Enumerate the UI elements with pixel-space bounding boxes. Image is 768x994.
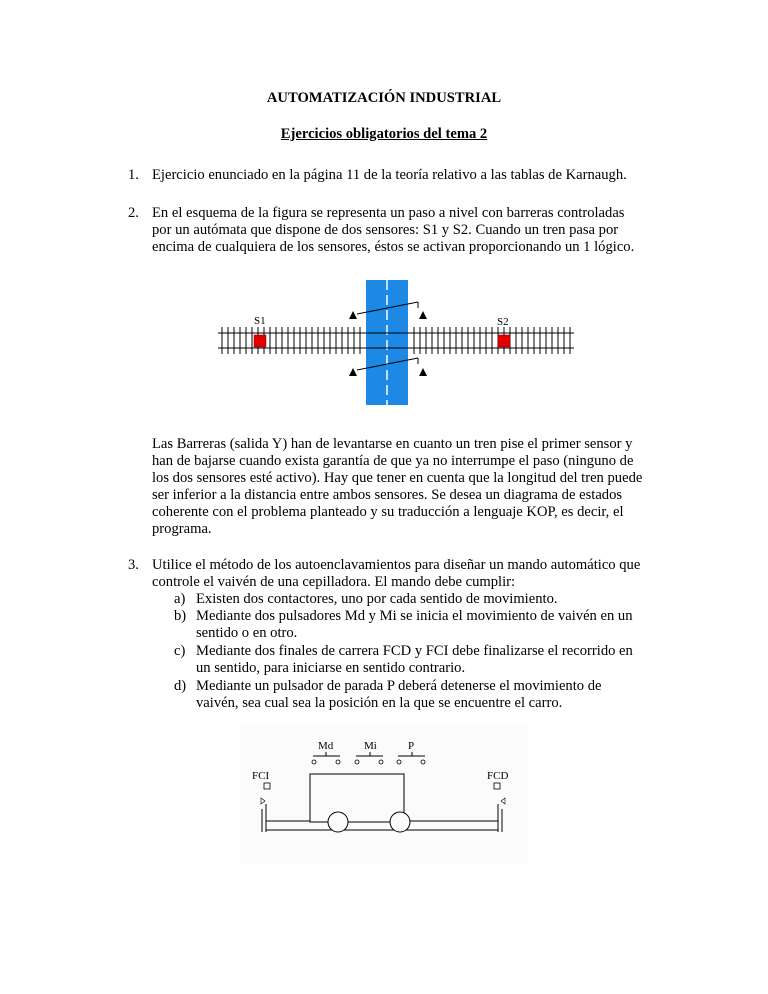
carriage-wheel-right <box>390 812 410 832</box>
ex2-number: 2. <box>128 205 139 221</box>
ex3-number: 3. <box>128 557 139 573</box>
mi-label: Mi <box>364 740 377 752</box>
planer-figure <box>240 724 528 864</box>
ex3-line-1: Utilice el método de los autoenclavamientos para diseñar un mando automático que <box>152 557 641 573</box>
ex3-item-b-text-1: Mediante dos pulsadores Md y Mi se inicia el movimiento de vaivén en un <box>196 608 633 624</box>
ex1-text: Ejercicio enunciado en la página 11 de la teoría relativo a las tablas de Karnaugh. <box>152 167 627 183</box>
ex3-item-c-label: c) <box>174 643 186 659</box>
sensor-s1-label: S1 <box>254 315 266 327</box>
fcd-label: FCD <box>487 770 509 782</box>
barrier-bottom-left-post <box>349 368 357 376</box>
ex3-item-c-text-2: un sentido, para iniciarse en sentido contrario. <box>196 660 466 676</box>
ex3-item-d-text-1: Mediante un pulsador de parada P deberá detenerse el movimiento de <box>196 678 602 694</box>
ex3-item-d-text-2: vaivén, sea cual sea la posición en la que se encuentre el carro. <box>196 695 563 711</box>
ex3-item-a-label: a) <box>174 591 186 607</box>
ex2-para2-line-1: Las Barreras (salida Y) han de levantarse en cuanto un tren pise el primer sensor y <box>152 436 633 452</box>
ex2-para2-line-5: coherente con el problema planteado y su traducción a lenguaje KOP, es decir, el <box>152 504 624 520</box>
ex2-line-2: por un autómata que dispone de dos sensores: S1 y S2. Cuando un tren pasa por <box>152 222 619 238</box>
level-crossing-figure <box>214 280 578 410</box>
sensor-s2-label: S2 <box>497 316 509 328</box>
ex2-para2-line-4: ser inferior a la distancia entre ambos sensores. Se desea un diagrama de estados <box>152 487 623 503</box>
page-title: AUTOMATIZACIÓN INDUSTRIAL <box>266 90 502 106</box>
ex2-para2-line-3: los dos sensores esté activo). Hay que tener en cuenta que la longitud del tren puede <box>152 470 643 486</box>
ex2-para2-line-6: programa. <box>152 521 212 537</box>
ex1-number: 1. <box>128 167 139 183</box>
p-label: P <box>408 740 415 752</box>
barrier-bottom-right-post <box>419 368 427 376</box>
ex3-item-a-text: Existen dos contactores, uno por cada sentido de movimiento. <box>196 591 558 607</box>
barrier-top-left-post <box>349 311 357 319</box>
carriage <box>310 774 404 822</box>
ex3-item-c-text-1: Mediante dos finales de carrera FCD y FCI debe finalizarse el recorrido en <box>196 643 633 659</box>
carriage-wheel-left <box>328 812 348 832</box>
ex2-line-1: En el esquema de la figura se representa un paso a nivel con barreras controladas <box>152 205 625 221</box>
sensor-s1 <box>254 335 266 347</box>
ex3-item-b-label: b) <box>174 608 187 624</box>
page-subtitle: Ejercicios obligatorios del tema 2 <box>280 126 488 142</box>
md-label: Md <box>318 740 334 752</box>
ex3-item-b-text-2: sentido o en otro. <box>196 625 298 641</box>
ex3-line-2: controle el vaivén de una cepilladora. El mando debe cumplir: <box>152 574 516 590</box>
fci-label: FCI <box>252 770 270 782</box>
ex2-line-3: encima de cualquiera de los sensores, éstos se activan proporcionando un 1 lógico. <box>152 239 635 255</box>
ex3-item-d-label: d) <box>174 678 187 694</box>
barrier-top-right-post <box>419 311 427 319</box>
ex2-para2-line-2: han de bajarse cuando exista garantía de que ya no interrumpe el paso (ninguno de <box>152 453 634 469</box>
sensor-s2 <box>498 335 510 347</box>
